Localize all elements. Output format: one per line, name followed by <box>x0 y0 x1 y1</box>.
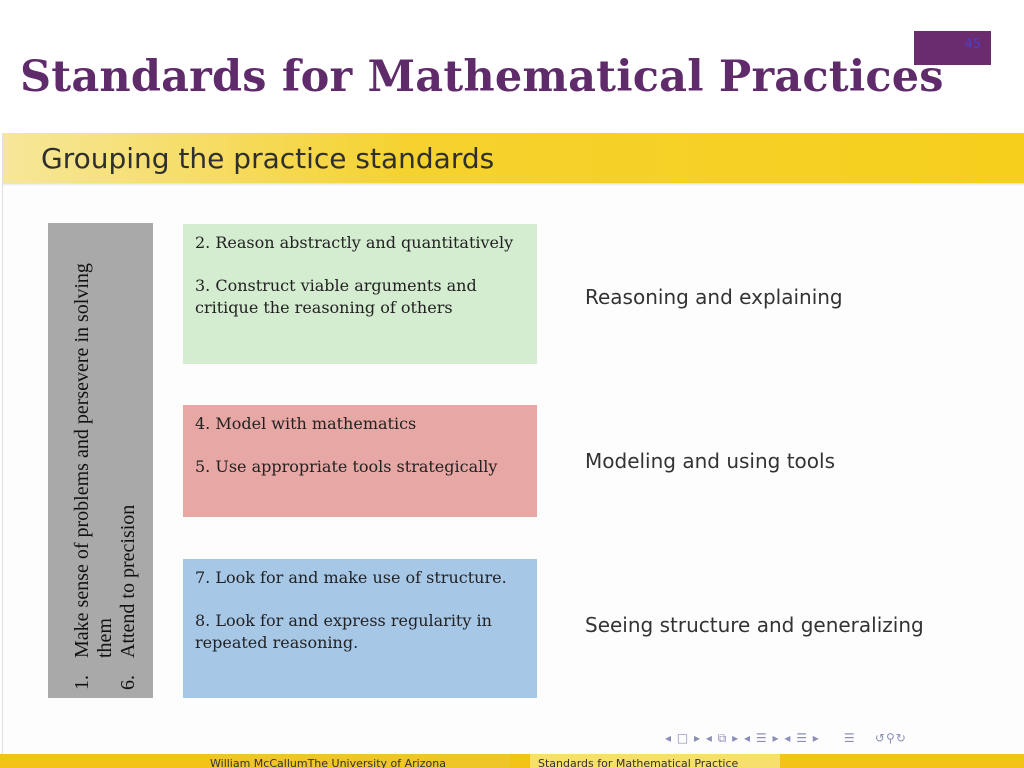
practice-box-structure <box>183 559 537 698</box>
practice-item-2: 2. Reason abstractly and quantitatively <box>195 233 514 252</box>
nav-frame-icon: □ <box>676 731 690 745</box>
nav-section-2-icon: ☰ <box>796 731 808 745</box>
nav-next-frame-icon: ▸ <box>694 731 702 745</box>
practice-item-3: 3. Construct viable arguments and critique the reasoning of others <box>195 276 477 317</box>
footer-author: William McCallumThe University of Arizona <box>210 754 510 768</box>
sidebar-practices-bar <box>48 223 153 698</box>
nav-redo-icon: ↻ <box>895 731 907 745</box>
nav-next-subsection-icon: ▸ <box>732 731 740 745</box>
sidebar-item-1-continuation: them <box>94 618 116 658</box>
nav-section-icon: ☰ <box>755 731 768 745</box>
practice-item-5: 5. Use appropriate tools strategically <box>195 457 498 476</box>
practice-box-modeling <box>183 405 537 517</box>
nav-prev-section-icon: ◂ <box>744 731 752 745</box>
section-header-band <box>3 133 1024 183</box>
nav-subsection-icon: ⧉ <box>717 731 728 745</box>
sidebar-item-6-text: Attend to precision <box>117 504 139 658</box>
footer-bar <box>0 754 1024 768</box>
nav-prev-section-2-icon: ◂ <box>784 731 792 745</box>
sidebar-item-1-text: Make sense of problems and persevere in solving <box>71 263 93 658</box>
sidebar-item-1-number: 1. <box>71 675 93 690</box>
sidebar-item-6-number: 6. <box>117 675 139 690</box>
practice-box-reasoning <box>183 224 537 364</box>
nav-outline-icon: ☰ <box>843 731 856 745</box>
beamer-navigation-controls <box>665 731 907 746</box>
section-title: Grouping the practice standards <box>41 142 495 175</box>
slide-number: 45 <box>964 37 981 52</box>
practice-item-7: 7. Look for and make use of structure. <box>195 568 507 587</box>
sidebar-practices-text <box>48 223 153 698</box>
slide-title: Standards for Mathematical Practices <box>20 52 944 102</box>
practice-item-8: 8. Look for and express regularity in repeated reasoning. <box>195 611 492 652</box>
nav-undo-icon: ↺ <box>874 731 886 745</box>
practice-item-4: 4. Model with mathematics <box>195 414 417 433</box>
nav-search-icon: ⚲ <box>885 731 896 745</box>
group-label-reasoning: Reasoning and explaining <box>585 285 843 309</box>
nav-prev-subsection-icon: ◂ <box>705 731 713 745</box>
nav-next-section-2-icon: ▸ <box>812 731 820 745</box>
nav-next-section-icon: ▸ <box>772 731 780 745</box>
sidebar-item-1 <box>71 223 94 690</box>
nav-prev-frame-icon: ◂ <box>665 731 673 745</box>
sidebar-item-6 <box>117 223 140 690</box>
embedded-slide-image <box>2 133 1024 768</box>
group-label-modeling: Modeling and using tools <box>585 449 835 473</box>
group-label-structure: Seeing structure and generalizing <box>585 613 924 637</box>
footer-title: Standards for Mathematical Practice <box>530 754 780 768</box>
